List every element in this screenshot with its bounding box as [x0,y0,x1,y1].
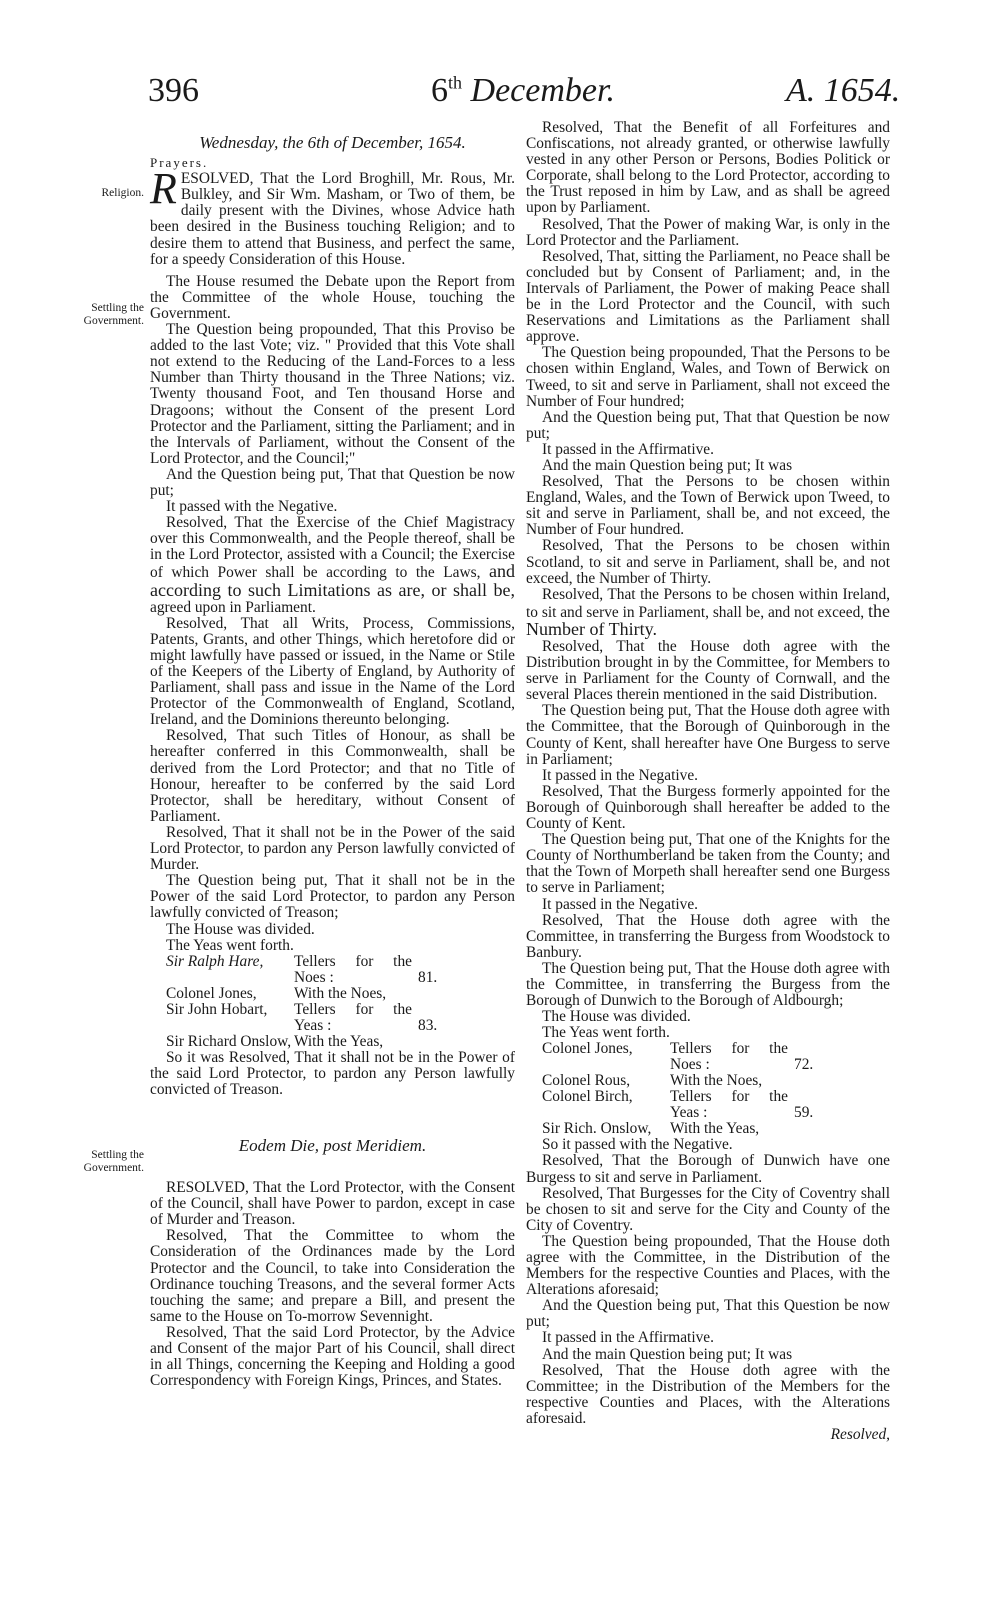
paragraph: Resolved, That, sitting the Parliament, no Peace shall be concluded but by Consent of Parliament; and, in the Intervals of Parliament, the Power of making Peace shall be in the Lord Protector and the Council, with such Reservations and Limitations as the Parliament shall approve. [526,247,890,346]
paragraph: And the main Question being put; It was [542,1345,793,1363]
paragraph: Resolved, That the Power of making War, is only in the Lord Protector and the Parliament. [526,215,890,249]
paragraph: Resolved, That the Burgess formerly appointed for the Borough of Quinborough shall hereafter be added to the County of Kent. [526,782,890,833]
paragraph: It passed in the Negative. [542,895,698,913]
header-month: December. [470,72,615,109]
paragraph: The House was divided. [166,920,315,938]
paragraph: The Question being put, That the House doth agree with the Committee, that the Borough of Quinborough in the County of Kent, shall hereafter have One Burgess to serve in Parliament; [526,702,890,768]
paragraph: The Question being propounded, That the House doth agree with the Committee, in the Distribution of the Members for the respective Counties and Places, with the Alterations aforesaid; [526,1232,890,1299]
paragraph: Resolved, That Burgesses for the City of Coventry shall be chosen to sit and serve for the City and County of the City of Coventry. [526,1184,890,1234]
prayers-heading: Prayers. [150,155,209,171]
tellers-table [166,954,458,1050]
paragraph: The Question being propounded, That the Persons to be chosen within England, Wales, and Town of Berwick on Tweed, to sit and serve in Parliament, shall not exceed the Number of Four hundred; [526,344,890,410]
drop-cap: R [150,164,177,214]
table-row: Colonel Jones, Tellers for the Noes : 72. [542,1040,814,1074]
table-row: Sir Rich. Onslow, With the Yeas, [542,1120,760,1138]
paragraph: Resolved, That the House doth agree with the Committee; in the Distribution of the Members for the respective Counties and Places, with the Alterations aforesaid. [526,1361,890,1427]
table-row: Colonel Birch, Tellers for the Yeas : 59. [542,1088,814,1122]
header-date [431,72,615,110]
table-row: Sir Ralph Hare, Tellers for the Noes : 81. [166,952,438,986]
right-column [526,120,890,1443]
paragraph: Resolved, That the Benefit of all Forfeitures and Confiscations, not already granted, or otherwise lawfully vested in any other Person or Persons, Bodies Politick or Corporate, shall belong to the Lord Protector, according to the Trust reposed in him by Law, and as shall be agreed upon by Parliament. [526,119,890,217]
table-row: Colonel Jones, With the Noes, [166,984,387,1002]
header-day-suffix: th [448,72,463,93]
header-year: A. 1654. [786,72,901,109]
paragraph: It passed in the Affirmative. [542,1329,714,1347]
paragraph: Resolved, That the House doth agree with the Committee, in transferring the Burgess from Woodstock to Banbury. [526,911,890,961]
margin-note-settling: Settling the Government. [83,302,144,327]
paragraph: Resolved, That the said Lord Protector, by the Advice and Consent of the major Part of his Council, shall direct in all Things, concerning the Keeping and Holding a good Correspondency with Foreign Kings, Princes, and States. [150,1323,515,1390]
date-line: Wednesday, the 6th of December, 1654. [199,133,466,152]
paragraph: So it was Resolved, That it shall not be in the Power of the said Lord Protector, to pardon any Person lawfully convicted of Treason. [150,1048,515,1098]
paragraph: The Question being put, That it shall not be in the Power of the said Lord Protector, to pardon any Person lawfully convicted of Treason; [150,872,515,922]
paragraph: And the main Question being put; It was [542,456,793,474]
paragraph: The Yeas went forth. [542,1024,670,1042]
paragraph: Resolved, That the Borough of Dunwich have one Burgess to sit and serve in Parliament. [526,1152,890,1186]
paragraph: The Yeas went forth. [166,936,294,954]
paragraph: RESOLVED, That the Lord Broghill, Mr. Rous, Mr. Bulkley, and Sir Wm. Masham, or Two of them, be daily present with the Divines, whose Advice hath been desired in the Business touching Religion; and to desire them to attend that Business, and perfect the same, for a speedy Consideration of this House. [150,164,515,268]
paragraph: So it passed with the Negative. [542,1136,733,1154]
paragraph: Resolved, That the Persons to be chosen within England, Wales, and the Town of Berwick upon Tweed, to sit and serve in Parliament, shall be, and not exceed, the Number of Four hundred. [526,473,890,539]
paragraph: Resolved, That it shall not be in the Power of the said Lord Protector, to pardon any Person lawfully convicted of Murder. [150,823,515,874]
table-row: Sir Richard Onslow, With the Yeas, [166,1032,384,1050]
paragraph: It passed in the Negative. [542,766,698,784]
tellers-table [542,1041,834,1137]
paragraph: Resolved, That the Persons to be chosen within Scotland, to sit and serve in Parliament, shall be, and not exceed, the Number of Thirty. [526,537,890,587]
paragraph: It passed in the Affirmative. [542,440,714,458]
paragraph: Resolved, That the Persons to be chosen within Ireland, to sit and serve in Parliament, shall be, and not exceed, the Number of Thirty. [526,585,890,639]
paragraph: Resolved, That the Committee to whom the Consideration of the Ordinances made by the Lord Protector and the Council, to take into Consideration the Ordinance touching Treasons, and the several former Acts touching the same; and prepare a Bill, and present the same to the House on To-morrow Sevennight. [150,1227,515,1325]
page-header [0,72,992,122]
catchword: Resolved, [830,1426,890,1444]
afternoon-heading: Eodem Die, post Meridiem. [238,1135,427,1155]
table-row: Colonel Rous, With the Noes, [542,1072,763,1090]
paragraph: The Question being propounded, That this Proviso be added to the last Vote; viz. " Provided that this Vote shall not extend to the Reducing of the Land-Forces to a less Number than Thirty thousand in the Three Nations; viz. Twenty thousand Foot, and Ten thousand Horse and Dragoons; without the Consent of the present Lord Protector and the Parliament, sitting the Parliament; and in the Intervals of Parliament, without the Consent of the Lord Protector, and the Council;" [150,321,515,467]
paragraph: The House was divided. [542,1008,691,1026]
paragraph: Resolved, That all Writs, Process, Commissions, Patents, Grants, and other Things, which heretofore did or might lawfully have passed or issued, in the Name or Stile of the Keepers of the Liberty of England, by Authority of Parliament, shall pass and issue in the Name of the Lord Protector of the Commonwealth of England, Scotland, Ireland, and the Dominions thereunto belonging. [150,614,515,729]
left-column [150,135,515,1389]
paragraph: RESOLVED, That the Lord Protector, with the Consent of the Council, shall have Power to pardon, except in case of Murder and Treason. [150,1179,515,1229]
paragraph: And the Question being put, That this Question be now put; [526,1297,890,1331]
paragraph: Resolved, That the Exercise of the Chief Magistracy over this Commonwealth, and the People thereof, shall be in the Lord Protector, assisted with a Council; the Exercise of which Power shall be according to the Laws, and according to such Limitations as are, or shall be, agreed upon in Parliament. [150,514,515,616]
paragraph: Resolved, That such Titles of Honour, as shall be hereafter conferred in this Commonwealth, shall be derived from the Lord Protector; and that no Title of Honour, hereafter to be conferred by the said Lord Protector, shall be hereditary, without Consent of Parliament. [150,727,515,825]
paragraph: The House resumed the Debate upon the Report from the Committee of the whole House, touching the Government. [150,272,515,322]
paragraph: And the Question being put, That that Question be now put; [526,408,890,442]
header-day: 6 [431,72,448,109]
paragraph: Resolved, That the House doth agree with the Distribution brought in by the Committee, for Members to serve in Parliament for the County of Cornwall, and the several Places therein mentioned in the said Distribution. [526,638,890,704]
page-number: 396 [148,72,199,109]
margin-note-religion: Religion. [101,187,144,199]
table-row: Sir John Hobart, Tellers for the Yeas : 83. [166,1000,438,1034]
paragraph: It passed with the Negative. [166,498,338,516]
paragraph: And the Question being put, That that Question be now put; [150,465,515,499]
paragraph: The Question being put, That one of the Knights for the County of Northumberland be taken from the County; and that the Town of Morpeth shall hereafter send one Burgess to serve in Parliament; [526,831,890,897]
margin-note-settling: Settling the Government. [83,1149,144,1174]
paragraph: The Question being put, That the House doth agree with the Committee, in transferring the Burgess from the Borough of Dunwich to the Borough of Aldbourgh; [526,959,890,1010]
